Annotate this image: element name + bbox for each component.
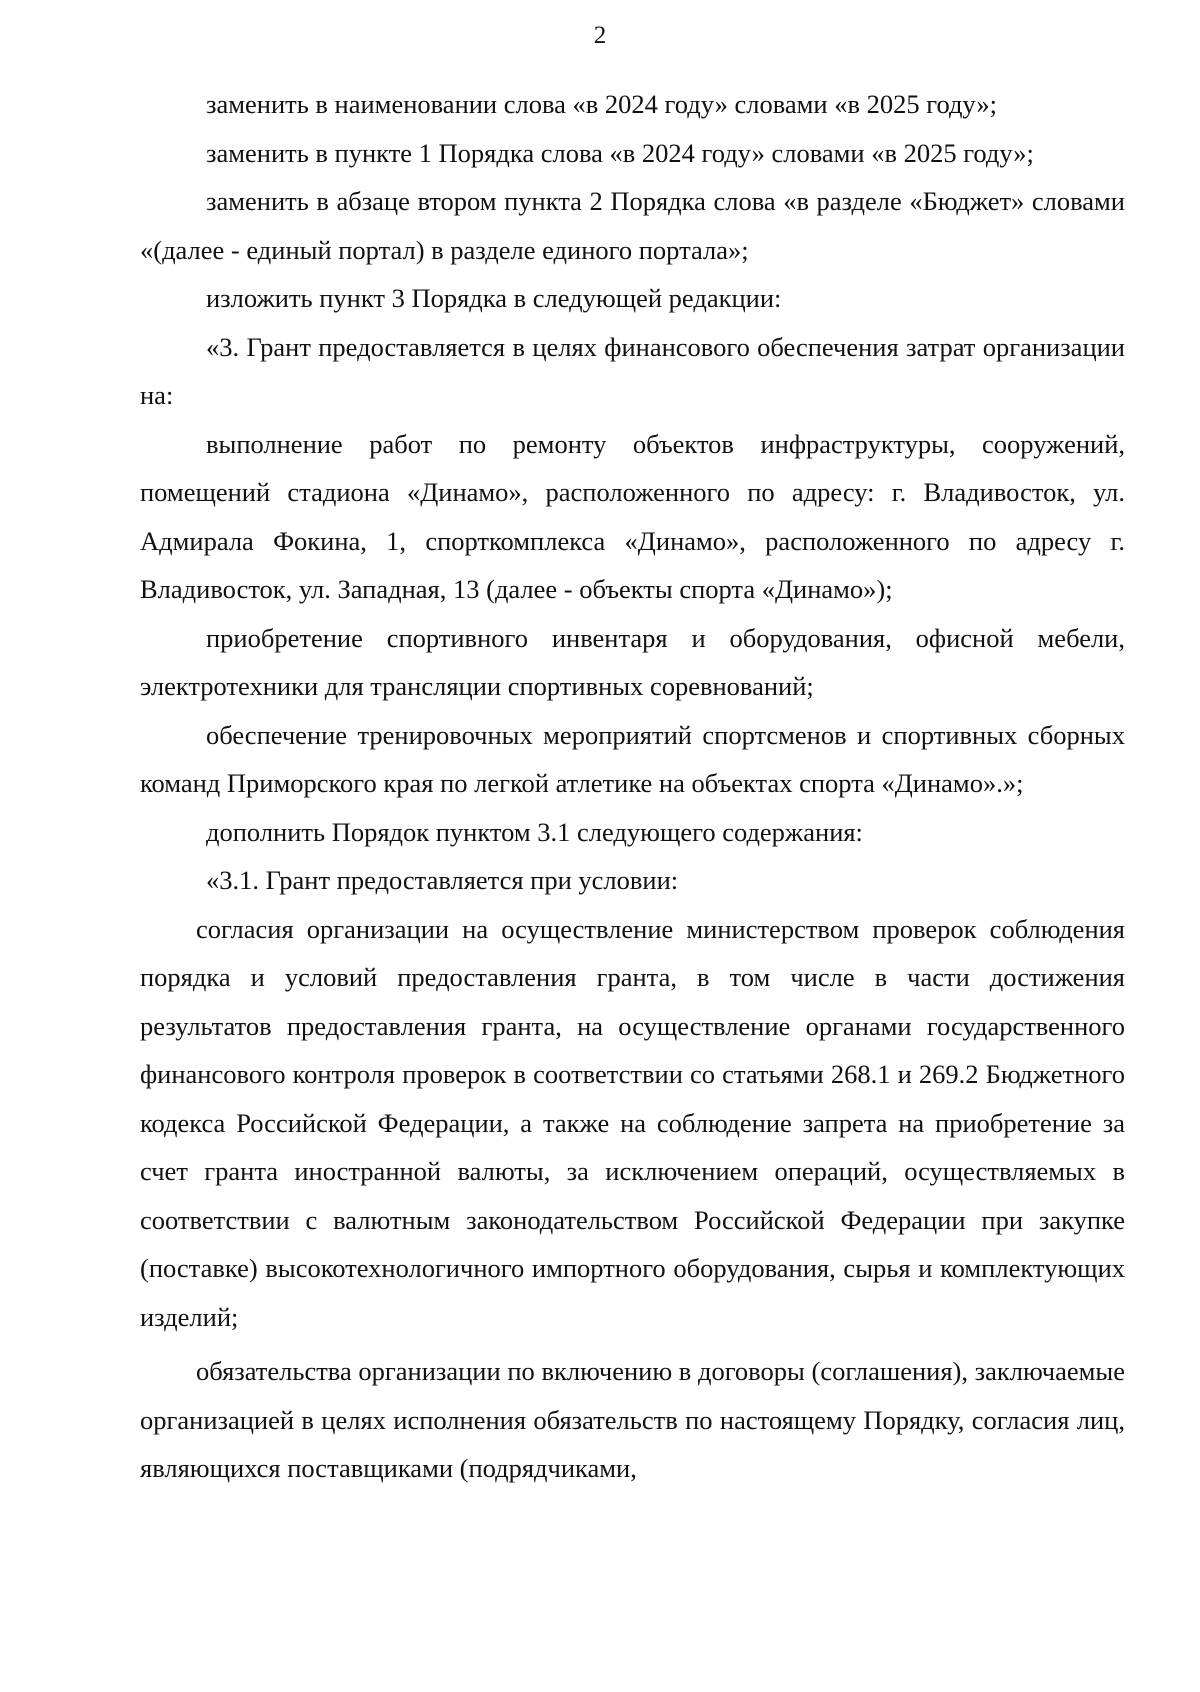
paragraph-4: изложить пункт 3 Порядка в следующей редакции: [206,283,782,313]
paragraph-12: обязательства организации по включению в договоры (соглашения), заключаемые организацией в целях исполнения обязательств по настоящему Порядку, согласия лиц, являющихся поставщиками (подрядчиками, [140,1356,1125,1483]
paragraph-9: дополнить Порядок пунктом 3.1 следующего содержания: [206,816,863,847]
paragraph-3: заменить в абзаце втором пункта 2 Порядка слова «в разделе «Бюджет» словами «(далее - единый портал) в разделе единого портала»; [140,186,1125,265]
document-body [140,80,1125,1493]
paragraph-1: заменить в наименовании слова «в 2024 году» словами «в 2025 году»; [206,89,997,119]
paragraph-6: выполнение работ по ремонту объектов инфраструктуры, сооружений, помещений стадиона «Динамо», расположенного по адресу: г. Владивосток, ул. Адмирала Фокина, 1, спорткомплекса «Динамо», расположенного по адресу г. Владивосток, ул. Западная, 13 (далее - объекты спорта «Динамо»); [140,428,1125,604]
paragraph-8: обеспечение тренировочных мероприятий спортсменов и спортивных сборных команд Приморского края по легкой атлетике на объектах спорта «Динамо».»; [140,719,1125,798]
paragraph-10: «3.1. Грант предоставляется при условии: [206,865,679,895]
paragraph-11: согласия организации на осуществление министерством проверок соблюдения порядка и условий предоставления гранта, в том числе в части достижения результатов предоставления гранта, на осуществление органами государственного финансового контроля проверок в соответствии со статьями 268.1 и 269.2 Бюджетного кодекса Российской Федерации, а также на соблюдение запрета на приобретение за счет гранта иностранной валюты, за исключением операций, осуществляемых в соответствии с валютным законодательством Российской Федерации при закупке (поставке) высокотехнологичного импортного оборудования, сырья и комплектующих изделий; [140,913,1125,1332]
paragraph-7: приобретение спортивного инвентаря и оборудования, офисной мебели, электротехники для трансляции спортивных соревнований; [140,622,1125,701]
page-number: 2 [593,22,607,49]
paragraph-2: заменить в пункте 1 Порядка слова «в 2024 году» словами «в 2025 году»; [206,137,1034,168]
paragraph-5: «3. Грант предоставляется в целях финансового обеспечения затрат организации на: [140,331,1125,410]
